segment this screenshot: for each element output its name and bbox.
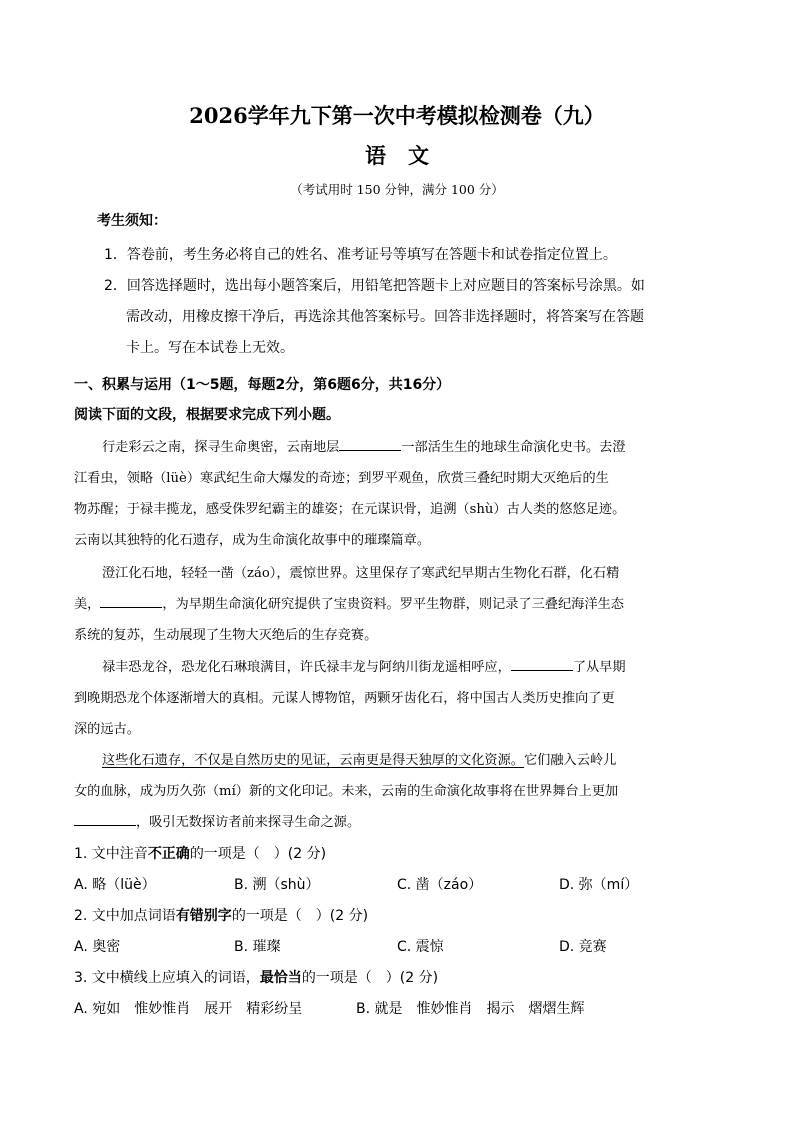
passage-line bbox=[102, 436, 626, 455]
q2-option-d[interactable]: D. 竞赛 bbox=[559, 939, 607, 955]
passage-text: 了从早期 bbox=[572, 660, 626, 675]
passage-line bbox=[102, 749, 616, 768]
question-text: 的一项是（ ）(2 分) bbox=[231, 908, 369, 924]
fill-blank bbox=[74, 813, 136, 826]
question-text: 的一项是（ ）(2 分) bbox=[301, 970, 439, 986]
question-emphasis: 最恰当 bbox=[259, 970, 302, 986]
question-3 bbox=[74, 967, 438, 987]
question-text: 1. 文中注音 bbox=[74, 846, 148, 862]
q1-option-b[interactable]: B. 溯（shù） bbox=[234, 877, 320, 893]
question-1 bbox=[74, 843, 326, 863]
question-text: 2. 文中加点词语 bbox=[74, 908, 176, 924]
subject-title: 语文 bbox=[365, 143, 451, 168]
q1-option-d[interactable]: D. 弥（mí） bbox=[559, 877, 639, 893]
passage-text: 它们融入云岭儿 bbox=[524, 753, 617, 768]
fill-blank bbox=[511, 658, 573, 671]
q2-option-b[interactable]: B. 璀璨 bbox=[234, 939, 281, 955]
question-emphasis: 有错别字 bbox=[175, 908, 232, 924]
q2-option-c[interactable]: C. 震惊 bbox=[397, 939, 444, 955]
reading-instruction: 阅读下面的文段，根据要求完成下列小题。 bbox=[74, 407, 340, 423]
passage-text: ，吸引无数探访者前来探寻生命之源。 bbox=[136, 815, 361, 830]
underlined-sentence: 这些化石遗存，不仅是自然历史的见证，云南更是得天独厚的文化资源。 bbox=[102, 753, 524, 768]
passage-line: 到晚期恐龙个体逐渐增大的真相。元谋人博物馆，两颗牙齿化石，将中国古人类历史推向了更 bbox=[74, 691, 615, 706]
question-emphasis: 不正确 bbox=[147, 846, 190, 862]
notice-item-2-cont: 卡上。写在本试卷上无效。 bbox=[126, 340, 294, 356]
passage-line: 女的血脉，成为历久弥（mí）新的文化印记。未来，云南的生命演化故事将在世界舞台上更加 bbox=[74, 784, 619, 799]
question-text: 3. 文中横线上应填入的词语， bbox=[74, 970, 260, 986]
fill-blank bbox=[339, 438, 401, 451]
q3-option-a[interactable]: A. 宛如 惟妙惟肖 展开 精彩纷呈 bbox=[74, 1001, 303, 1017]
exam-time-note: （考试用时 150 分钟，满分 100 分） bbox=[290, 182, 504, 197]
passage-line: 系统的复苏，生动展现了生物大灭绝后的生存竞赛。 bbox=[74, 628, 378, 643]
notice-heading: 考生须知： bbox=[97, 213, 167, 229]
question-2 bbox=[74, 905, 368, 925]
passage-text: 一部活生生的地球生命演化史书。去澄 bbox=[401, 440, 626, 455]
question-text: 的一项是（ ）(2 分) bbox=[189, 846, 327, 862]
exam-title: 2026学年九下第一次中考模拟检测卷（九） bbox=[189, 103, 605, 128]
fill-blank bbox=[100, 595, 162, 608]
notice-item-1: 1．答卷前，考生务必将自己的姓名、准考证号等填写在答题卡和试卷指定位置上。 bbox=[104, 247, 617, 263]
passage-line: 江看虫，领略（lüè）寒武纪生命大爆发的奇迹；到罗平观鱼，欣赏三叠纪时期大灭绝后的生 bbox=[74, 471, 609, 486]
passage-line bbox=[74, 593, 624, 612]
q1-option-a[interactable]: A. 略（lüè） bbox=[74, 877, 156, 893]
q2-option-a[interactable]: A. 奥密 bbox=[74, 939, 121, 955]
passage-line: 深的远古。 bbox=[74, 722, 140, 737]
q3-option-b[interactable]: B. 就是 惟妙惟肖 揭示 熠熠生辉 bbox=[356, 1001, 585, 1017]
passage-line: 物苏醒；于禄丰揽龙，感受侏罗纪霸主的雄姿；在元谋识骨，追溯（shù）古人类的悠悠足迹。 bbox=[74, 502, 626, 517]
passage-text: 美， bbox=[74, 597, 101, 612]
passage-line bbox=[102, 656, 626, 675]
q1-option-c[interactable]: C. 凿（záo） bbox=[397, 877, 483, 893]
passage-text: 行走彩云之南，探寻生命奥密，云南地层 bbox=[102, 440, 340, 455]
passage-line: 澄江化石地，轻轻一凿（záo），震惊世界。这里保存了寒武纪早期古生物化石群，化石精 bbox=[102, 566, 620, 581]
passage-line bbox=[74, 811, 360, 830]
passage-text: 禄丰恐龙谷，恐龙化石琳琅满目，许氏禄丰龙与阿纳川街龙遥相呼应， bbox=[102, 660, 511, 675]
notice-item-2: 2．回答选择题时，选出每小题答案后，用铅笔把答题卡上对应题目的答案标号涂黑。如 bbox=[104, 278, 645, 294]
section-heading: 一、积累与运用（1～5题，每题2分，第6题6分，共16分） bbox=[74, 377, 451, 393]
passage-text: ，为早期生命演化研究提供了宝贵资料。罗平生物群，则记录了三叠纪海洋生态 bbox=[162, 597, 624, 612]
passage-line: 云南以其独特的化石遗存，成为生命演化故事中的璀璨篇章。 bbox=[74, 533, 431, 548]
notice-item-2-cont: 需改动，用橡皮擦干净后，再选涂其他答案标号。回答非选择题时，将答案写在答题 bbox=[126, 309, 644, 325]
